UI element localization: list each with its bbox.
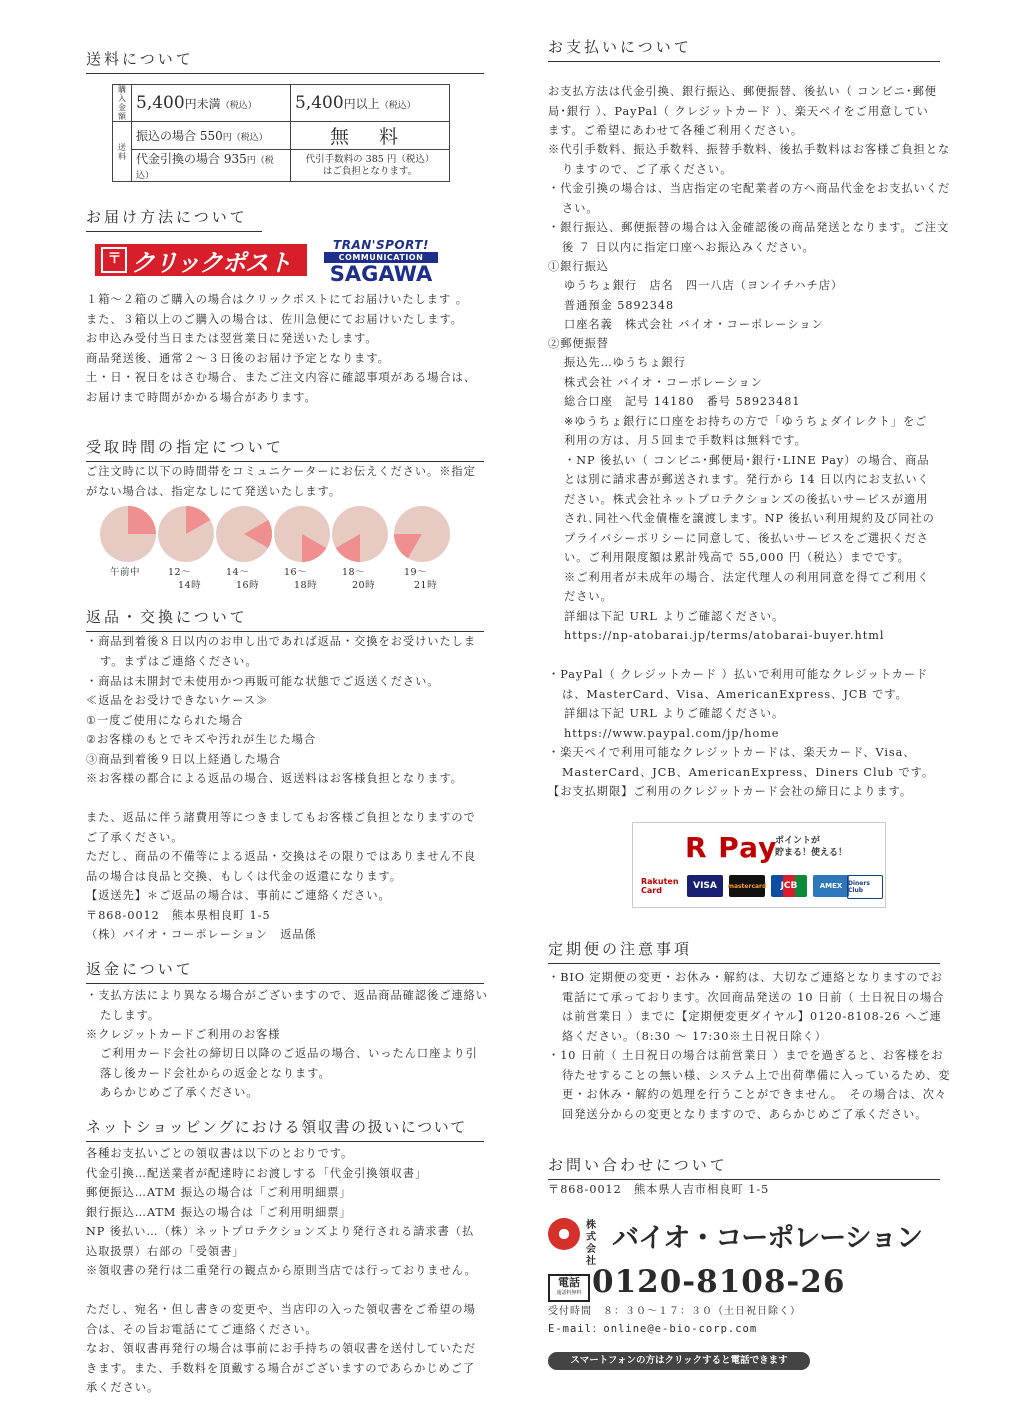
phone-number[interactable]: 0120-8108-26 bbox=[592, 1264, 846, 1300]
amex-icon: AMEX bbox=[813, 875, 849, 897]
time-slot-label: 午前中 bbox=[110, 567, 141, 578]
shipping-table bbox=[112, 84, 450, 182]
company-name: バイオ・コーポレーション bbox=[612, 1223, 923, 1254]
paypal-info-2: 詳細は下記 URL よりご確認ください。 https://www.paypal.com/jp/home bbox=[564, 707, 785, 740]
left-column bbox=[86, 0, 488, 1420]
timeslot-body: ご注文時に以下の時間帯をコミュニケーターにお伝えください。※指定がない場合は、指定なしにて発送いたします。 bbox=[86, 465, 476, 498]
daibiki-label: 代金引換の場合 bbox=[136, 152, 221, 166]
under-cell bbox=[132, 85, 291, 122]
returns-body: また、返品に伴う諸費用等につきましてもお客様ご負担となりますのでご了承ください。 ただし、商品の不備等による返品・交換はその限りではありません不良品の場合は良品と交換、もしくは代金の返還になります。 【返送先】＊ご返品の場合は、事前にご連絡ください。 〒868-0012 熊本県相良町 1-5 （株）バイオ・コーポレーション 返品係 bbox=[86, 811, 477, 941]
payment-body: お支払方法は代金引換、銀行振込、郵便振替、後払い（ コンビニ･郵便局･銀行 ）、PayPal（ クレジットカード ）、楽天ペイをご用意しています。ご希望にあわせて各種ご利用ください。 bbox=[548, 85, 937, 137]
returns-item-2: ・商品は未開封で未使用かつ再販可能な状態でご返送ください。 bbox=[86, 675, 440, 688]
jcb-icon: JCB bbox=[771, 875, 807, 897]
returns-heading: 返品・交換について bbox=[86, 606, 484, 632]
over-cell bbox=[291, 85, 450, 122]
free-note: 代引手数料の 385 円（税込） はご負担となります。 bbox=[291, 150, 450, 182]
receipt-note: ※領収書の発行は二重発行の観点から原則当店では行っておりません。 bbox=[86, 1264, 477, 1277]
time-slot-label: 19～ 21時 bbox=[404, 567, 438, 591]
time-slot-clock-icon bbox=[100, 506, 156, 562]
delivery-heading: お届け方法について bbox=[86, 206, 262, 232]
company-type: 株式 会社 bbox=[586, 1220, 596, 1267]
post-heading: ②郵便振替 bbox=[548, 337, 609, 350]
shipping-heading: 送料について bbox=[86, 48, 484, 74]
returns-note: ※お客様の都合による返品の場合、返送料はお客様負担となります。 bbox=[86, 772, 463, 785]
sagawa-line-2: COMMUNICATION bbox=[324, 252, 438, 263]
refund-body: ご利用カード会社の締切日以降のご返品の場合、いったん口座より引落し後カード会社からの返金となります。 あらかじめご了承ください。 bbox=[100, 1047, 478, 1099]
company-mark-icon bbox=[548, 1218, 580, 1250]
subscription-heading: 定期便の注意事項 bbox=[548, 938, 940, 964]
over-suffix: 円以上 bbox=[343, 97, 380, 111]
diners-icon: Diners Club bbox=[847, 875, 883, 899]
time-slot-clock-icon bbox=[274, 506, 330, 562]
refund-note: ※クレジットカードご利用のお客様 bbox=[86, 1028, 281, 1041]
daibiki-cell bbox=[132, 150, 291, 182]
payment-item-2: ・代金引換の場合は、当店指定の宅配業者の方へ商品代金をお支払いください。 bbox=[548, 182, 951, 215]
label-amount: 購入金額 bbox=[113, 85, 132, 122]
over-amount: 5,400 bbox=[295, 93, 344, 113]
tax-label: （税込） bbox=[379, 101, 416, 111]
free-label: 無 料 bbox=[291, 122, 450, 150]
time-slot-label: 14～ 16時 bbox=[226, 567, 260, 591]
contact-hours: 受付時間 ８：３０～１７：３０（土日祝日除く） bbox=[548, 1306, 801, 1317]
rakuten-pay-logo: R Pay bbox=[685, 831, 778, 864]
payment-deadline: 【お支払期限】ご利用のクレジットカード会社の締日によります。 bbox=[548, 785, 913, 798]
rakuten-info: ・楽天ペイで利用可能なクレジットカードは、楽天カード、Visa、MasterCard、JCB、AmericanExpress、Diners Club です。 bbox=[548, 746, 935, 779]
phone-badge-label: 電話 bbox=[558, 1276, 580, 1289]
returns-item-1: ・商品到着後８日以内のお申し出であれば返品・交換をお受けいたします。まずはご連絡ください。 bbox=[86, 635, 477, 668]
furikomi-label: 振込の場合 bbox=[136, 129, 197, 143]
time-slot-clock-icon bbox=[158, 506, 214, 562]
mastercard-icon: mastercard bbox=[729, 875, 765, 897]
visa-icon: VISA bbox=[687, 875, 723, 897]
receipt-body: 各種お支払いごとの領収書は以下のとおりです。 代金引換…配送業者が配達時にお渡しする「代金引換領収書」 郵便振込…ATM 振込の場合は「ご利用明細票」 銀行振込…ATM 振込の場合は「ご利用明細票」 NP 後払い…（株）ネットプロテクションズより発行される請求書（払込取扱票）右部の「受領書」 bbox=[86, 1147, 475, 1258]
time-slot-label: 18～ 20時 bbox=[342, 567, 376, 591]
bank-details: ゆうちょ銀行 店名 四一八店（ヨンイチハチ店） 普通預金 5892348 口座名義 株式会社 バイオ・コーポレーション bbox=[564, 279, 844, 331]
right-column bbox=[548, 0, 951, 1420]
time-slot-clock-icon bbox=[394, 506, 450, 562]
smartphone-call-button[interactable]: スマートフォンの方はクリックすると電話できます bbox=[548, 1352, 810, 1370]
daibiki-price: 935 bbox=[223, 152, 247, 166]
payment-item-3: ・銀行振込、郵便振替の場合は入金確認後の商品発送となります。ご注文後 ７ 日以内に指定口座へお振込みください。 bbox=[548, 221, 950, 254]
post-mark-icon: 〒 bbox=[101, 247, 127, 273]
contact-address: 〒868-0012 熊本県人吉市相良町 1-5 bbox=[548, 1183, 770, 1196]
yen-tax: 円（税込） bbox=[136, 156, 274, 181]
sagawa-logo bbox=[324, 238, 438, 285]
rakuten-pay-banner bbox=[632, 822, 886, 908]
receipt-body-2: ただし、宛名・但し書きの変更や、当店印の入った領収書をご希望の場合は、その旨お電話にてご連絡ください。 なお、領収書再発行の場合は事前にお手持ちの領収書を送付していただきます。また、手数料を頂戴する場合がございますのであらかじめご了承ください。 bbox=[86, 1303, 477, 1394]
sagawa-line-1: TRAN'SPORT! bbox=[333, 238, 429, 252]
time-slot-clock-icon bbox=[332, 506, 388, 562]
subscription-item-1: ・BIO 定期便の変更・お休み・解約は、大切なご連絡となりますのでお電話にて承っております。次回商品発送の 10 日前（ 土日祝日の場合は前営業日 ）までに【定期便変更ダイヤル】0120-8108-26 へご連絡ください。（8:30 ～ 17:30※土日祝日除く） bbox=[548, 971, 945, 1043]
subscription-item-2: ・10 日前（ 土日祝日の場合は前営業日 ）までを過ぎると、お客様をお待たせすることの無い様、システム上で出荷準備に入っているため、変更・お休み・解約の処理を行うことができません。 その場合は、次々回発送分からの変更となりますので、あらかじめご了承ください。 bbox=[548, 1049, 951, 1121]
receipt-heading: ネットショッピングにおける領収書の扱いについて bbox=[86, 1116, 484, 1142]
rakuten-card-icon: Rakuten Card bbox=[641, 877, 679, 895]
furikomi-cell bbox=[132, 122, 291, 150]
payment-item-1: ※代引手数料、振込手数料、振替手数料、後払手数料はお客様ご負担となりますので、ご了承ください。 bbox=[548, 143, 951, 176]
payment-heading: お支払いについて bbox=[548, 36, 940, 62]
refund-heading: 返金について bbox=[86, 958, 484, 984]
post-details: 振込先…ゆうちょ銀行 株式会社 バイオ・コーポレーション 総合口座 記号 14180 番号 58923481 ※ゆうちょ銀行に口座をお持ちの方で「ゆうちょダイレクト」をご利用の方は、月５回まで手数料は無料です。 ・NP 後払い（ コンビニ･郵便局･銀行･LINE Pay）の場合、商品とは別に請求書が郵送されます。発行から 14 日以内にお支払いください。株式会社ネットプロテクションズの後払いサービスが適用され､同社へ代金債権を譲渡します。NP 後払い利用規約及び同社のプライバシーポリシーに同意して、後払いサービスをご選択ください。ご利用限度額は累計残高で 55,000 円（税込）までです。 ※ご利用者が未成年の場合、法定代理人の利用同意を得てご利用ください。 詳細は下記 URL よりご確認ください。 https://np-atobarai.jp/terms/atobarai-buyer.html bbox=[564, 356, 935, 642]
timeslot-heading: 受取時間の指定について bbox=[86, 436, 484, 462]
clock-highlight bbox=[128, 506, 156, 534]
label-fee: 送料 bbox=[113, 122, 132, 182]
time-slot-clock-icon bbox=[216, 506, 272, 562]
clickpost-logo bbox=[95, 244, 307, 276]
contact-email[interactable]: E-mail：online@e-bio-corp.com bbox=[548, 1323, 758, 1335]
paypal-info: ・PayPal（ クレジットカード ）払いで利用可能なクレジットカードは、MasterCard、Visa、AmericanExpress、JCB です。 bbox=[548, 668, 929, 701]
under-amount: 5,400 bbox=[136, 93, 185, 113]
bank-heading: ①銀行振込 bbox=[548, 260, 609, 273]
clickpost-logo-text: クリックポスト bbox=[131, 248, 292, 277]
time-slot-label: 12～ 14時 bbox=[168, 567, 202, 591]
phone-badge-sub: 通話料無料 bbox=[556, 1290, 582, 1296]
sagawa-line-3: SAGAWA bbox=[329, 262, 433, 286]
furikomi-price: 550 bbox=[199, 129, 223, 143]
phone-badge bbox=[548, 1274, 590, 1302]
returns-cases: ≪返品をお受けできないケース≫ ①一度ご使用になられた場合 ②お客様のもとでキズや汚れが生じた場合 ③商品到着後９日以上経過した場合 bbox=[86, 694, 317, 766]
rakuten-pay-tagline: ポイントが 貯まる！使える！ bbox=[775, 836, 848, 858]
tax-label: （税込） bbox=[220, 101, 257, 111]
contact-heading: お問い合わせについて bbox=[548, 1154, 940, 1180]
under-suffix: 円未満 bbox=[184, 97, 221, 111]
time-slot-label: 16～ 18時 bbox=[284, 567, 318, 591]
refund-item: ・支払方法により異なる場合がございますので、返品商品確認後ご連絡いたします。 bbox=[86, 989, 488, 1022]
yen-tax: 円（税込） bbox=[222, 133, 268, 143]
delivery-body: １箱～２箱のご購入の場合はクリックポストにてお届けいたします 。また、３箱以上のご購入の場合は、佐川急便にてお届けいたします。 お申込み受付当日または翌営業日に発送いたします。 商品発送後、通常２～３日後のお届け予定となります。 土・日・祝日をはさむ場合、またご注文内容に確認事項がある場合は、お届けまで時間がかかる場合があります。 bbox=[86, 293, 477, 404]
